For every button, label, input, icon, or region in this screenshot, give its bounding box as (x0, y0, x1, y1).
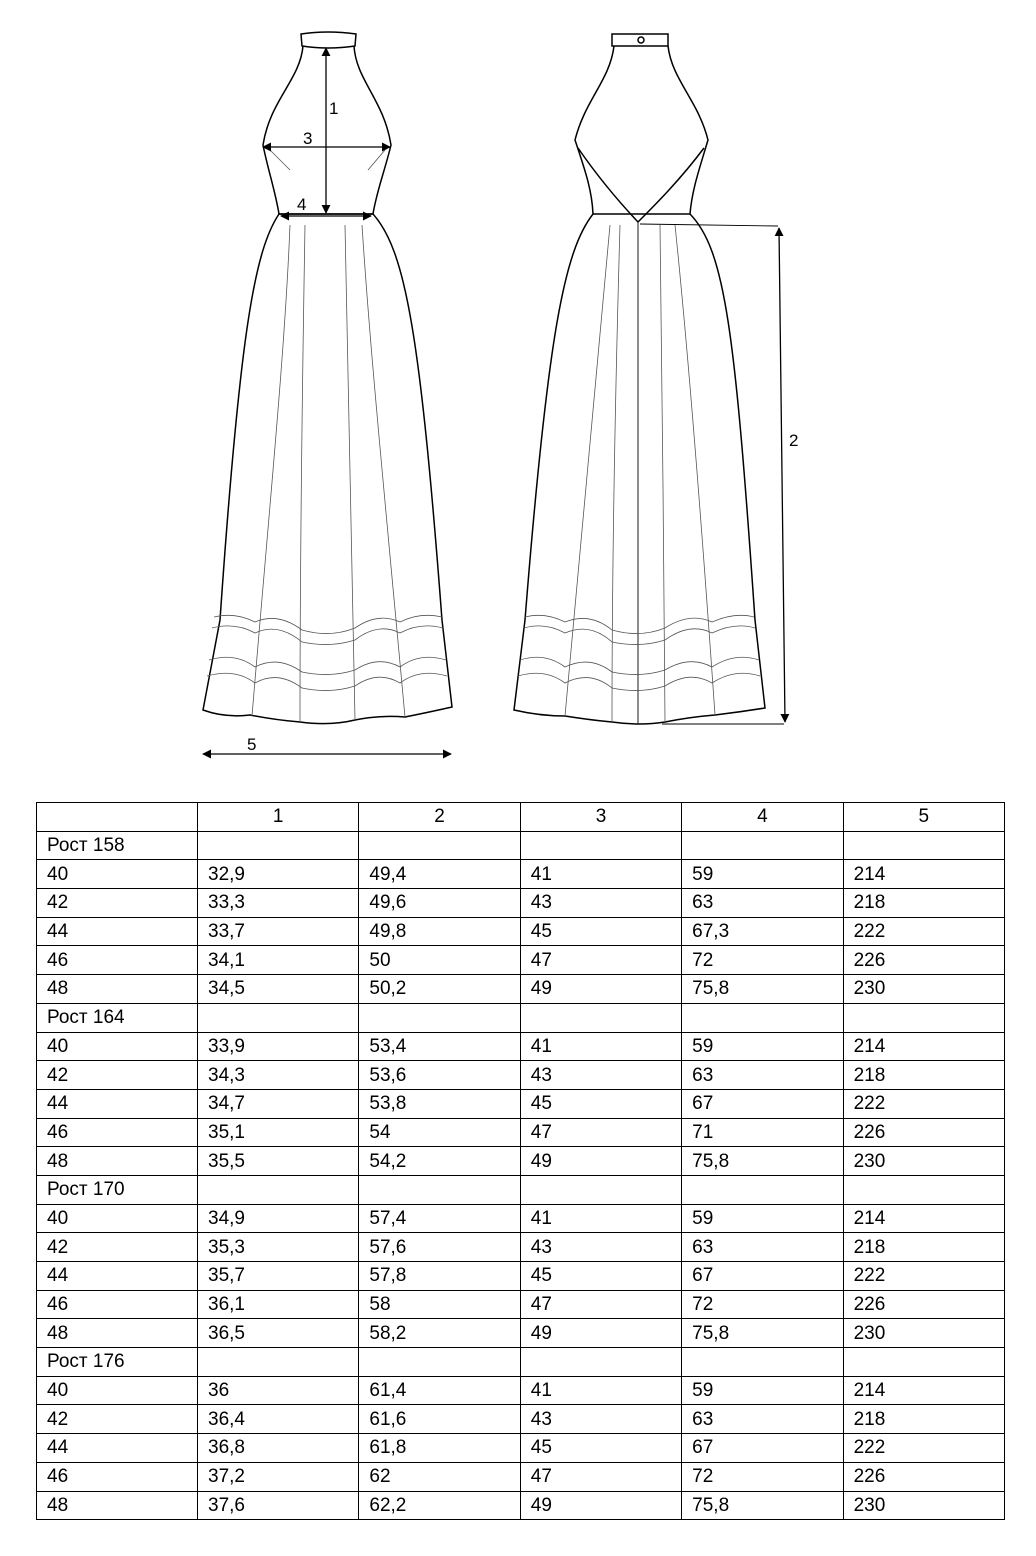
measurement-cell: 72 (682, 946, 843, 975)
measurement-cell: 43 (520, 1233, 681, 1262)
empty-cell (682, 1348, 843, 1377)
measurement-cell: 59 (682, 1204, 843, 1233)
measurement-cell: 34,7 (198, 1089, 359, 1118)
size-chart-table (36, 802, 1005, 1520)
size-cell: 40 (37, 1204, 198, 1233)
size-cell: 48 (37, 1147, 198, 1176)
measurement-cell: 67 (682, 1434, 843, 1463)
height-group-row (37, 1175, 1005, 1204)
measurement-cell: 34,5 (198, 975, 359, 1004)
measurement-cell: 218 (843, 1061, 1004, 1090)
size-cell: 42 (37, 1061, 198, 1090)
measurement-cell: 45 (520, 1434, 681, 1463)
empty-cell (682, 1175, 843, 1204)
measurement-cell: 57,6 (359, 1233, 520, 1262)
measurement-cell: 67 (682, 1262, 843, 1291)
back-bodice (575, 46, 708, 214)
measurement-cell: 36,1 (198, 1290, 359, 1319)
size-cell: 44 (37, 917, 198, 946)
collar-button (638, 37, 644, 43)
measurement-cell: 41 (520, 1204, 681, 1233)
size-cell: 40 (37, 1032, 198, 1061)
measurement-cell: 222 (843, 1434, 1004, 1463)
empty-cell (682, 831, 843, 860)
table-row (37, 946, 1005, 975)
measurement-cell: 230 (843, 1491, 1004, 1520)
measurement-cell: 226 (843, 946, 1004, 975)
measure-label-3: 3 (303, 129, 313, 148)
empty-cell (682, 1003, 843, 1032)
measurement-cell: 226 (843, 1462, 1004, 1491)
measurement-cell: 49 (520, 1491, 681, 1520)
measurement-cell: 230 (843, 1147, 1004, 1176)
header-cell: 1 (198, 803, 359, 832)
empty-cell (520, 831, 681, 860)
back-cutout (578, 148, 704, 222)
measurement-cell: 75,8 (682, 1147, 843, 1176)
table-row (37, 1290, 1005, 1319)
size-cell: 48 (37, 975, 198, 1004)
measurement-cell: 47 (520, 1462, 681, 1491)
measurement-cell: 41 (520, 1376, 681, 1405)
empty-cell (198, 831, 359, 860)
front-collar (301, 32, 356, 48)
table-row (37, 1032, 1005, 1061)
table-row (37, 1434, 1005, 1463)
size-cell: 48 (37, 1491, 198, 1520)
measurement-cell: 43 (520, 1405, 681, 1434)
table-header-row (37, 803, 1005, 832)
measurement-cell: 230 (843, 975, 1004, 1004)
table-row (37, 860, 1005, 889)
measurement-cell: 59 (682, 1376, 843, 1405)
measurement-cell: 36,4 (198, 1405, 359, 1434)
measurement-cell: 49,4 (359, 860, 520, 889)
measurement-cell: 218 (843, 889, 1004, 918)
header-cell (37, 803, 198, 832)
size-cell: 44 (37, 1434, 198, 1463)
measurement-cell: 61,8 (359, 1434, 520, 1463)
measurement-cell: 36,8 (198, 1434, 359, 1463)
measurement-cell: 45 (520, 1262, 681, 1291)
header-cell: 4 (682, 803, 843, 832)
height-group-label: Рост 176 (37, 1348, 198, 1377)
height-group-label: Рост 164 (37, 1003, 198, 1032)
back-skirt (514, 214, 765, 724)
table-row (37, 975, 1005, 1004)
measurement-cell: 47 (520, 1290, 681, 1319)
measurement-cell: 33,9 (198, 1032, 359, 1061)
measurement-cell: 72 (682, 1462, 843, 1491)
measurement-cell: 49,6 (359, 889, 520, 918)
header-cell: 5 (843, 803, 1004, 832)
table-row (37, 917, 1005, 946)
measurement-cell: 37,2 (198, 1462, 359, 1491)
measurement-cell: 35,1 (198, 1118, 359, 1147)
measurement-cell: 45 (520, 917, 681, 946)
measurement-cell: 61,4 (359, 1376, 520, 1405)
measurement-cell: 72 (682, 1290, 843, 1319)
height-group-label: Рост 158 (37, 831, 198, 860)
empty-cell (520, 1003, 681, 1032)
measurement-cell: 35,5 (198, 1147, 359, 1176)
size-cell: 42 (37, 1233, 198, 1262)
measurement-cell: 222 (843, 1262, 1004, 1291)
measurement-cell: 49 (520, 1147, 681, 1176)
size-cell: 44 (37, 1262, 198, 1291)
table-body (37, 831, 1005, 1520)
empty-cell (843, 1003, 1004, 1032)
dress-back-view (514, 34, 765, 724)
back-collar (612, 34, 668, 46)
measurement-cell: 35,7 (198, 1262, 359, 1291)
measurement-cell: 63 (682, 1233, 843, 1262)
measurement-cell: 75,8 (682, 1319, 843, 1348)
measurement-cell: 62,2 (359, 1491, 520, 1520)
measurement-cell: 49,8 (359, 917, 520, 946)
measurement-cell: 58 (359, 1290, 520, 1319)
measurement-cell: 63 (682, 889, 843, 918)
empty-cell (198, 1348, 359, 1377)
size-cell: 48 (37, 1319, 198, 1348)
empty-cell (198, 1175, 359, 1204)
measurement-cell: 53,8 (359, 1089, 520, 1118)
height-group-row (37, 1348, 1005, 1377)
measurement-cell: 57,4 (359, 1204, 520, 1233)
measurement-cell: 47 (520, 1118, 681, 1147)
measurement-cell: 41 (520, 1032, 681, 1061)
empty-cell (843, 1348, 1004, 1377)
measurement-cell: 53,6 (359, 1061, 520, 1090)
table-row (37, 1405, 1005, 1434)
measurement-cell: 214 (843, 1376, 1004, 1405)
empty-cell (520, 1175, 681, 1204)
table-row (37, 889, 1005, 918)
size-cell: 40 (37, 1376, 198, 1405)
measurement-cell: 50 (359, 946, 520, 975)
front-bodice (263, 46, 391, 214)
table-row (37, 1319, 1005, 1348)
size-cell: 46 (37, 1462, 198, 1491)
measurement-cell: 34,1 (198, 946, 359, 975)
table-row (37, 1147, 1005, 1176)
measurement-cell: 214 (843, 1204, 1004, 1233)
empty-cell (359, 1348, 520, 1377)
table-row (37, 1262, 1005, 1291)
empty-cell (843, 1175, 1004, 1204)
measurement-cell: 57,8 (359, 1262, 520, 1291)
measurement-cell: 36,5 (198, 1319, 359, 1348)
table-row (37, 1491, 1005, 1520)
size-cell: 42 (37, 1405, 198, 1434)
table-row (37, 1118, 1005, 1147)
measurement-cell: 59 (682, 1032, 843, 1061)
measurement-cell: 49 (520, 1319, 681, 1348)
measurement-cell: 37,6 (198, 1491, 359, 1520)
measurement-cell: 214 (843, 860, 1004, 889)
measurement-cell: 61,6 (359, 1405, 520, 1434)
empty-cell (359, 1003, 520, 1032)
empty-cell (359, 1175, 520, 1204)
table-row (37, 1462, 1005, 1491)
measurement-cell: 63 (682, 1061, 843, 1090)
measure-label-5: 5 (247, 735, 257, 754)
measurement-cell: 41 (520, 860, 681, 889)
measurement-cell: 230 (843, 1319, 1004, 1348)
measurement-cell: 43 (520, 1061, 681, 1090)
table-row (37, 1061, 1005, 1090)
size-cell: 46 (37, 946, 198, 975)
measurement-cell: 226 (843, 1118, 1004, 1147)
height-group-row (37, 1003, 1005, 1032)
empty-cell (843, 831, 1004, 860)
measurement-cell: 222 (843, 917, 1004, 946)
size-cell: 40 (37, 860, 198, 889)
height-group-row (37, 831, 1005, 860)
measurement-cell: 49 (520, 975, 681, 1004)
size-cell: 44 (37, 1089, 198, 1118)
header-cell: 3 (520, 803, 681, 832)
measurement-cell: 32,9 (198, 860, 359, 889)
measurement-cell: 62 (359, 1462, 520, 1491)
measurement-cell: 43 (520, 889, 681, 918)
measurement-cell: 33,3 (198, 889, 359, 918)
measurement-cell: 218 (843, 1405, 1004, 1434)
measurement-cell: 50,2 (359, 975, 520, 1004)
measurement-cell: 36 (198, 1376, 359, 1405)
measurement-cell: 222 (843, 1089, 1004, 1118)
front-skirt (203, 214, 452, 724)
measurement-cell: 35,3 (198, 1233, 359, 1262)
measure-label-4: 4 (297, 195, 307, 214)
measurement-cell: 226 (843, 1290, 1004, 1319)
measure-label-1: 1 (329, 99, 339, 118)
table-row (37, 1376, 1005, 1405)
size-cell: 46 (37, 1290, 198, 1319)
measurement-cell: 45 (520, 1089, 681, 1118)
measurement-cell: 34,9 (198, 1204, 359, 1233)
measurement-cell: 34,3 (198, 1061, 359, 1090)
measurement-lines (203, 48, 785, 754)
measurement-cell: 71 (682, 1118, 843, 1147)
measurement-cell: 33,7 (198, 917, 359, 946)
height-group-label: Рост 170 (37, 1175, 198, 1204)
size-cell: 42 (37, 889, 198, 918)
empty-cell (520, 1348, 681, 1377)
measurement-cell: 54,2 (359, 1147, 520, 1176)
measurement-cell: 75,8 (682, 975, 843, 1004)
table-row (37, 1233, 1005, 1262)
measurement-cell: 67,3 (682, 917, 843, 946)
empty-cell (198, 1003, 359, 1032)
size-cell: 46 (37, 1118, 198, 1147)
measurement-cell: 47 (520, 946, 681, 975)
dress-front-view (203, 32, 452, 724)
measurement-cell: 214 (843, 1032, 1004, 1061)
measurement-cell: 63 (682, 1405, 843, 1434)
measurement-cell: 54 (359, 1118, 520, 1147)
measurement-cell: 67 (682, 1089, 843, 1118)
empty-cell (359, 831, 520, 860)
table-row (37, 1089, 1005, 1118)
measurement-cell: 59 (682, 860, 843, 889)
measurement-cell: 218 (843, 1233, 1004, 1262)
header-cell: 2 (359, 803, 520, 832)
measurement-cell: 58,2 (359, 1319, 520, 1348)
table-row (37, 1204, 1005, 1233)
measure-label-2: 2 (789, 431, 799, 450)
measurement-cell: 53,4 (359, 1032, 520, 1061)
measurement-cell: 75,8 (682, 1491, 843, 1520)
